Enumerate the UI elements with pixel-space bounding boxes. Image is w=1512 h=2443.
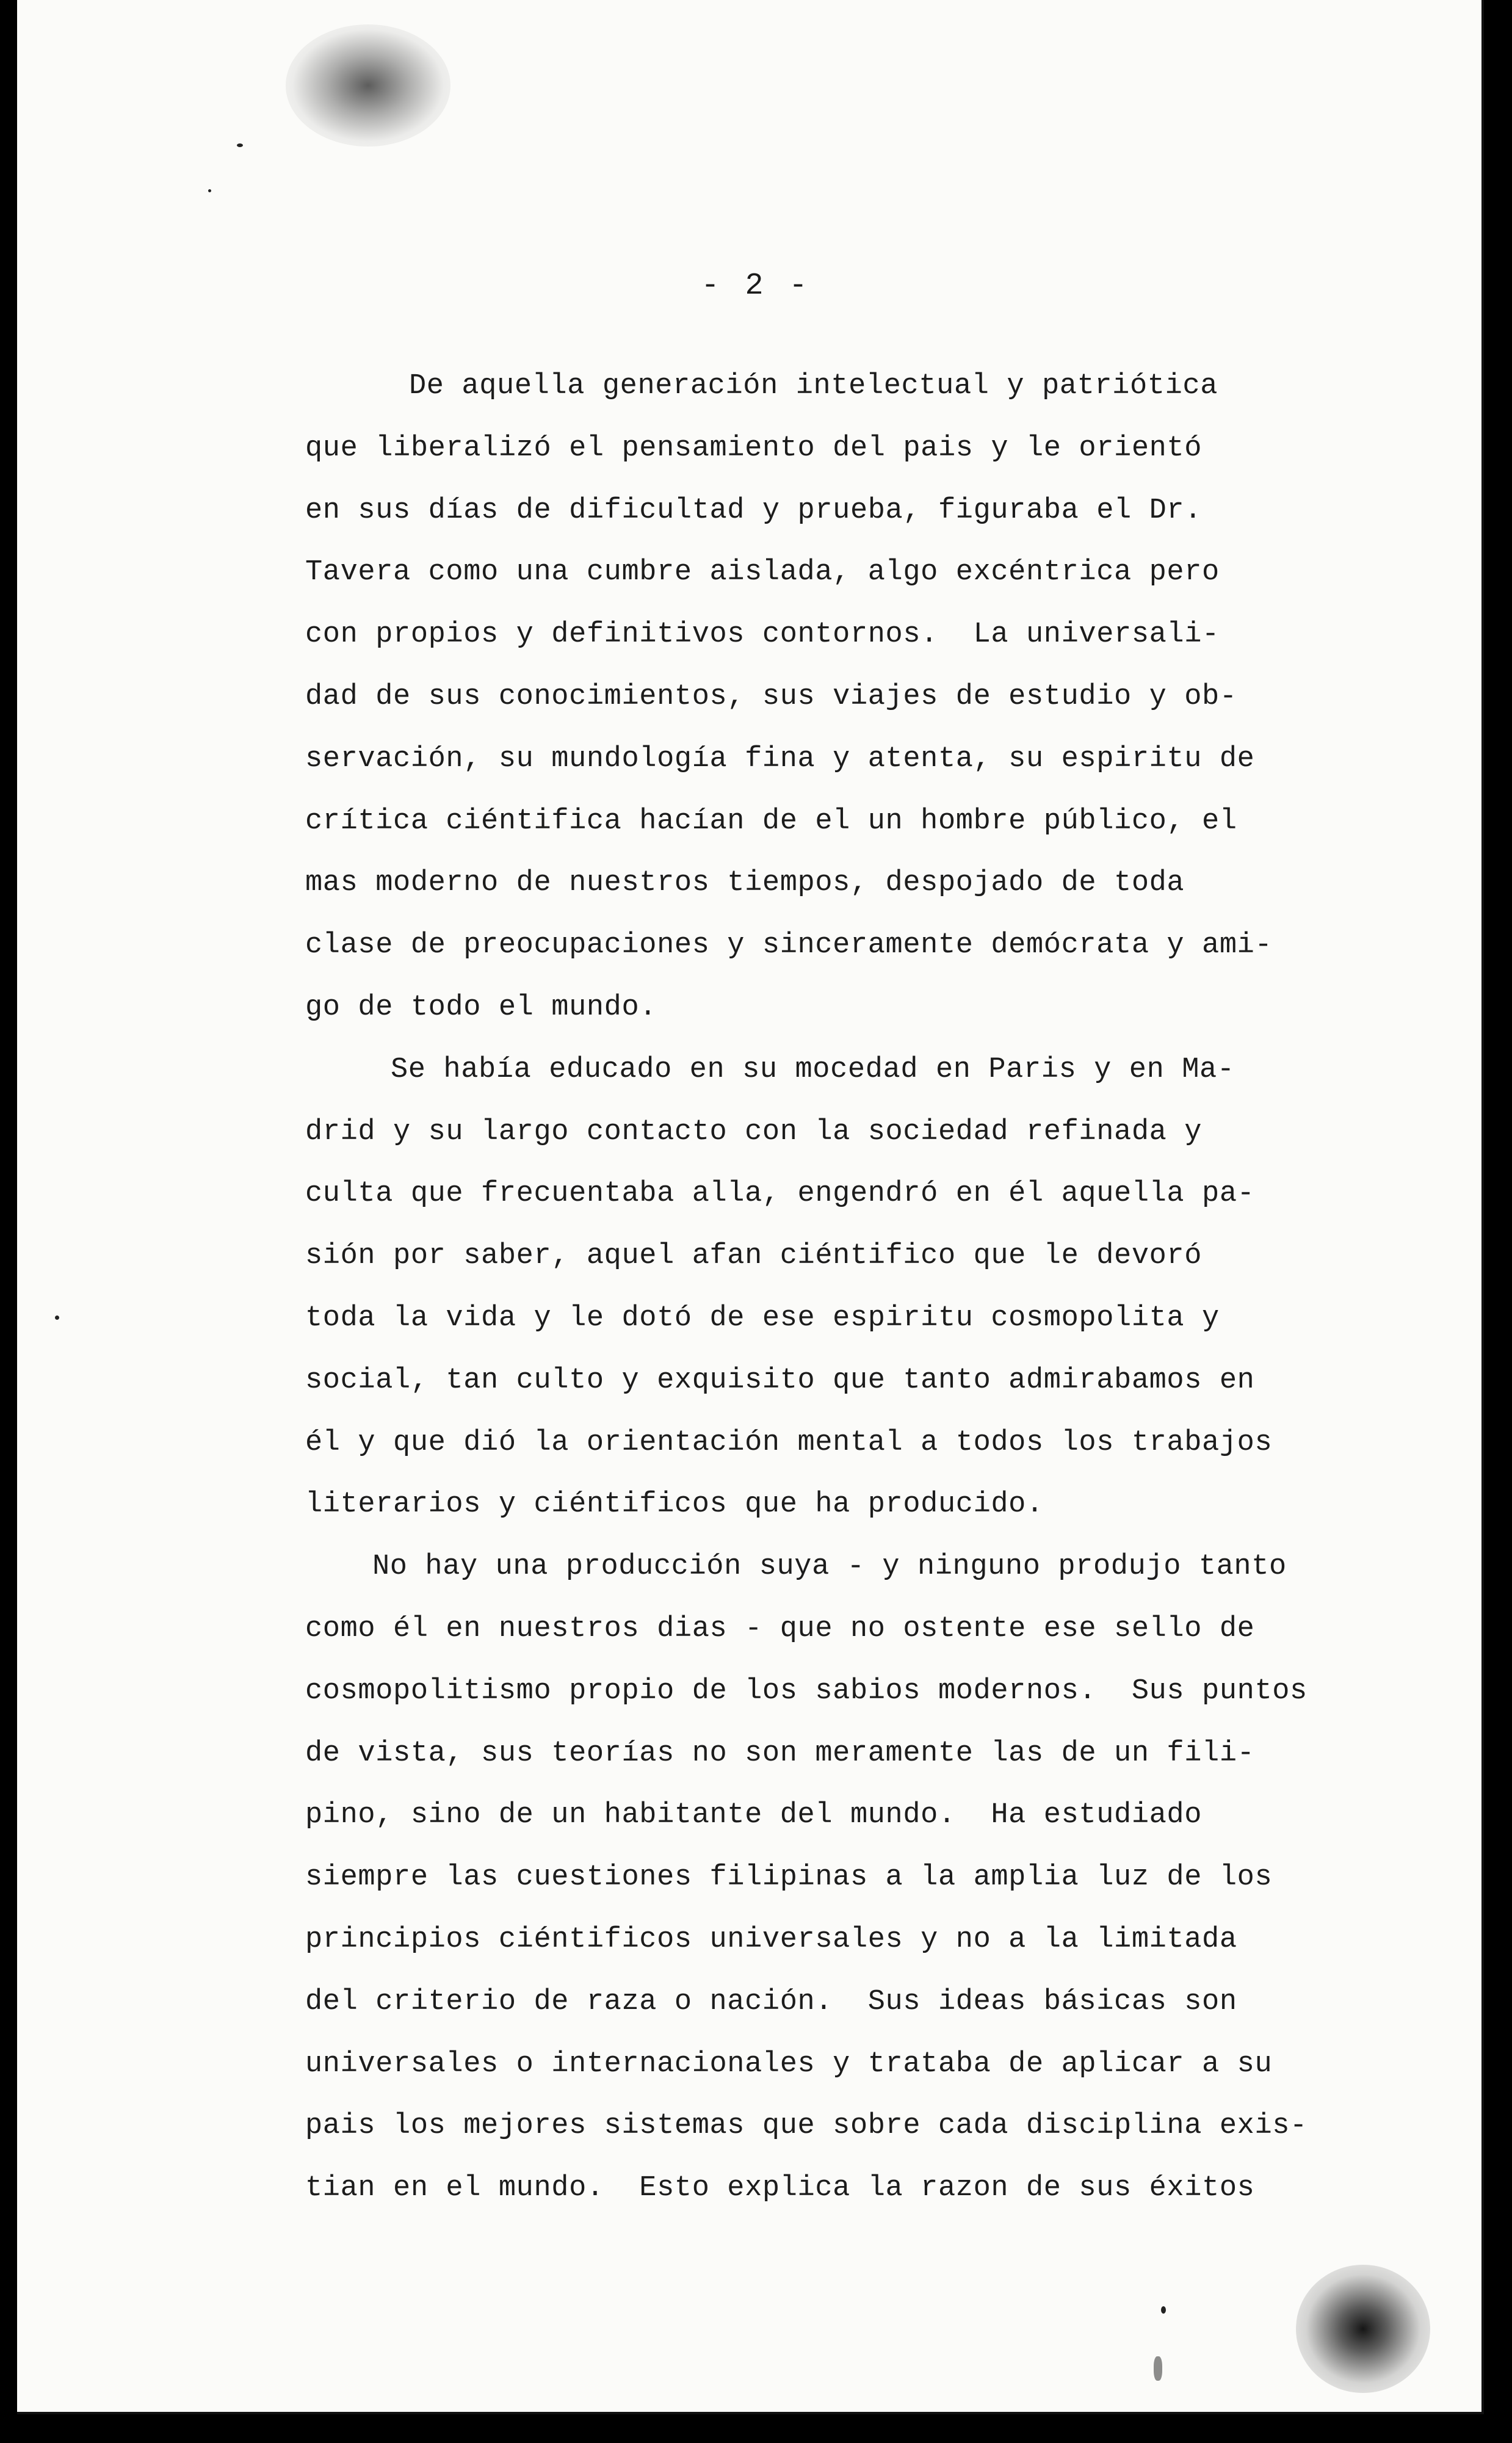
text-line: sión por saber, aquel afan ciéntifico que le devoró	[305, 1240, 1203, 1273]
text-line: Se había educado en su mocedad en Paris y en Ma-	[391, 1053, 1235, 1086]
text-line: drid y su largo contacto con la sociedad refinada y	[305, 1115, 1203, 1148]
text-line: No hay una producción suya - y ninguno produjo tanto	[372, 1551, 1287, 1583]
text-line: él y que dió la orientación mental a todos los trabajos	[305, 1426, 1273, 1459]
ink-speck	[208, 189, 211, 192]
text-line: pais los mejores sistemas que sobre cada disciplina exis-	[305, 2110, 1308, 2143]
text-line: cosmopolitismo propio de los sabios modernos. Sus puntos	[305, 1674, 1308, 1707]
text-line: Tavera como una cumbre aislada, algo excéntrica pero	[305, 556, 1220, 589]
text-line: De aquella generación intelectual y patriótica	[409, 370, 1218, 402]
body-text	[305, 355, 1380, 2220]
text-line: principios ciéntificos universales y no a la limitada	[305, 1923, 1237, 1956]
text-line: del criterio de raza o nación. Sus ideas básicas son	[305, 1985, 1237, 2018]
ink-speck	[237, 143, 243, 147]
ink-smudge	[286, 24, 450, 147]
text-line: tian en el mundo. Esto explica la razon de sus éxitos	[305, 2172, 1255, 2205]
text-line: social, tan culto y exquisito que tanto admirabamos en	[305, 1364, 1255, 1397]
ink-speck	[55, 1316, 59, 1320]
text-line: clase de preocupaciones y sinceramente demócrata y ami-	[305, 929, 1273, 962]
text-line: pino, sino de un habitante del mundo. Ha estudiado	[305, 1799, 1203, 1832]
text-line: dad de sus conocimientos, sus viajes de estudio y ob-	[305, 680, 1237, 713]
text-line: que liberalizó el pensamiento del pais y le orientó	[305, 432, 1203, 465]
text-line: go de todo el mundo.	[305, 991, 657, 1024]
text-line: mas moderno de nuestros tiempos, despojado de toda	[305, 867, 1185, 900]
ink-speck	[1154, 2356, 1162, 2381]
ink-speck	[1161, 2306, 1166, 2314]
text-line: culta que frecuentaba alla, engendró en él aquella pa-	[305, 1178, 1255, 1211]
ink-smudge	[1296, 2265, 1430, 2393]
text-line: toda la vida y le dotó de ese espiritu cosmopolita y	[305, 1301, 1220, 1334]
text-line: crítica ciéntifica hacían de el un hombre público, el	[305, 805, 1237, 838]
text-line: con propios y definitivos contornos. La universali-	[305, 618, 1220, 651]
text-line: servación, su mundología fina y atenta, su espiritu de	[305, 742, 1255, 775]
text-line: en sus días de dificultad y prueba, figuraba el Dr.	[305, 494, 1203, 527]
text-line: universales o internacionales y trataba de aplicar a su	[305, 2047, 1273, 2080]
page-number: - 2 -	[701, 269, 811, 303]
text-line: como él en nuestros dias - que no ostente ese sello de	[305, 1612, 1255, 1645]
text-line: siempre las cuestiones filipinas a la amplia luz de los	[305, 1861, 1273, 1894]
text-line: literarios y ciéntificos que ha producido.	[305, 1488, 1044, 1521]
text-line: de vista, sus teorías no son meramente las de un fili-	[305, 1737, 1255, 1770]
